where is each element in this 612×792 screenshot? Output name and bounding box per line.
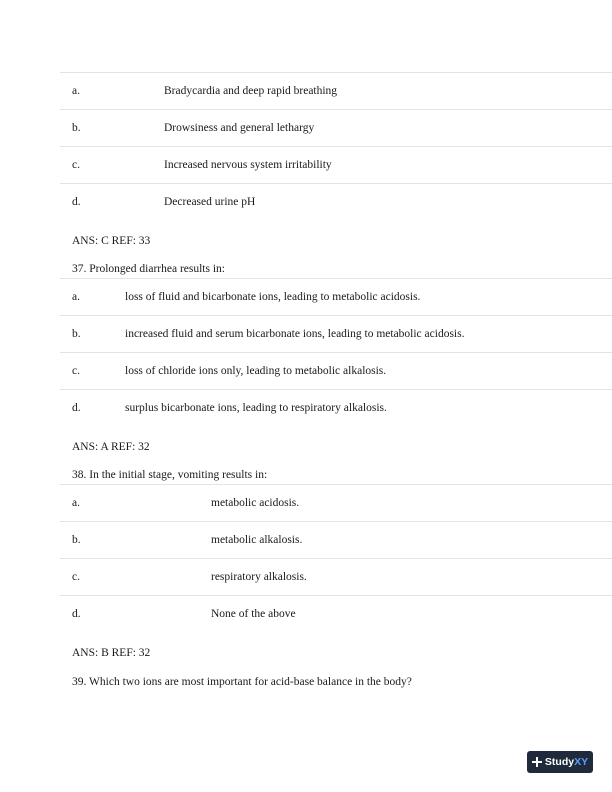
option-letter: b. [72,122,81,134]
logo-text [545,756,588,768]
option-b [60,109,612,146]
option-text: respiratory alkalosis. [211,571,307,583]
option-a [60,72,612,109]
option-letter: a. [72,497,80,509]
answer-37: ANS: A REF: 32 [72,441,150,453]
option-letter: c. [72,159,80,171]
option-b [60,521,612,558]
plus-icon [532,757,542,767]
option-text: increased fluid and serum bicarbonate ions, leading to metabolic acidosis. [125,328,465,340]
question-38-options [60,484,612,632]
option-c [60,146,612,183]
option-letter: c. [72,365,80,377]
option-letter: a. [72,291,80,303]
option-letter: d. [72,608,81,620]
option-text: Increased nervous system irritability [164,159,332,171]
option-text: Bradycardia and deep rapid breathing [164,85,338,97]
answer-38: ANS: B REF: 32 [72,647,151,659]
option-text: Decreased urine pH [164,196,256,208]
logo-study: Study [544,756,575,768]
option-text: None of the above [211,608,296,620]
question-36-options [60,72,612,220]
option-letter: c. [72,571,80,583]
option-text: Drowsiness and general lethargy [164,122,315,134]
option-letter: b. [72,328,81,340]
studyxy-logo[interactable] [527,751,593,773]
option-letter: a. [72,85,80,97]
option-a [60,278,612,315]
option-a [60,484,612,521]
question-39: 39. Which two ions are most important for acid-base balance in the body? [72,676,412,688]
option-text: surplus bicarbonate ions, leading to respiratory alkalosis. [125,402,387,414]
option-d [60,183,612,220]
logo-xy: XY [574,756,589,768]
option-b [60,315,612,352]
question-37-options [60,278,612,426]
option-text: metabolic alkalosis. [211,534,303,546]
option-letter: b. [72,534,81,546]
question-38: 38. In the initial stage, vomiting results in: [72,469,268,481]
question-37: 37. Prolonged diarrhea results in: [72,263,225,275]
option-text: loss of fluid and bicarbonate ions, leading to metabolic acidosis. [125,291,421,303]
option-c [60,558,612,595]
option-text: loss of chloride ions only, leading to metabolic alkalosis. [125,365,387,377]
option-text: metabolic acidosis. [211,497,300,509]
option-d [60,389,612,426]
answer-36: ANS: C REF: 33 [72,235,151,247]
option-c [60,352,612,389]
option-letter: d. [72,402,81,414]
option-d [60,595,612,632]
option-letter: d. [72,196,81,208]
